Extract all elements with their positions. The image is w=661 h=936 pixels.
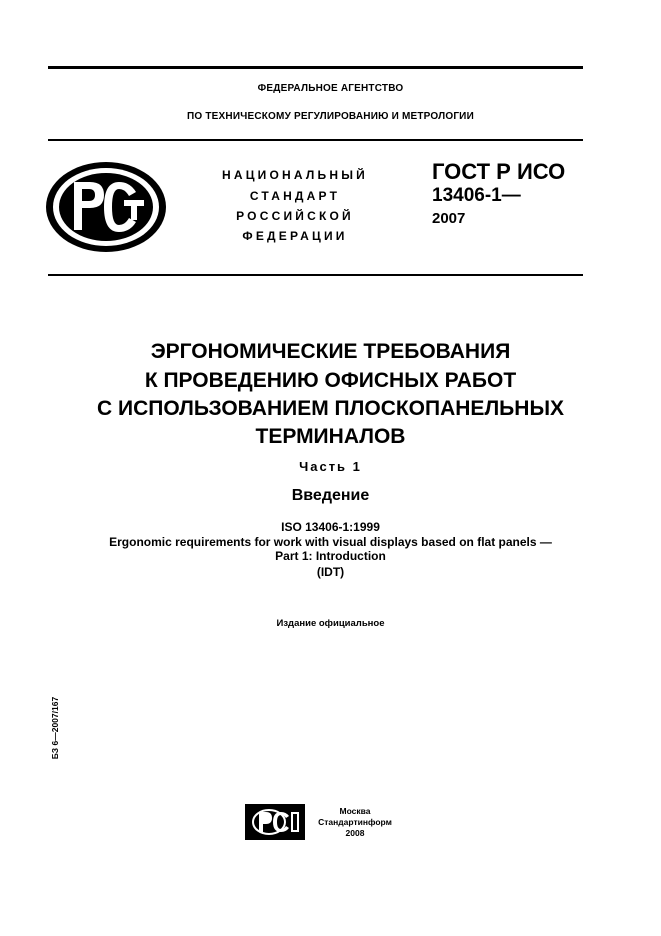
title-line-2: К ПРОВЕДЕНИЮ ОФИСНЫХ РАБОТ — [144, 369, 517, 392]
designation-line-3: 2007 — [432, 210, 466, 227]
subtitle: Введение — [291, 487, 370, 504]
iso-title-line-2: Part 1: Introduction — [275, 549, 386, 563]
standard-type-line-4: ФЕДЕРАЦИИ — [242, 229, 348, 243]
mid-rule — [48, 274, 583, 276]
title-line-3: С ИСПОЛЬЗОВАНИЕМ ПЛОСКОПАНЕЛЬНЫХ — [96, 397, 565, 420]
standard-type-line-3: РОССИЙСКОЙ — [236, 209, 354, 223]
idt-label: (IDT) — [316, 565, 345, 579]
standard-type-line-1: НАЦИОНАЛЬНЫЙ — [221, 168, 369, 182]
iso-reference: ISO 13406-1:1999 — [281, 520, 380, 534]
gost-r-logo-icon — [44, 160, 168, 254]
title-line-1: ЭРГОНОМИЧЕСКИЕ ТРЕБОВАНИЯ — [150, 340, 511, 363]
iso-title-line-1: Ergonomic requirements for work with visual displays based on flat panels — — [109, 535, 552, 549]
designation-line-1: ГОСТ Р ИСО — [432, 159, 566, 184]
standard-type-line-2: СТАНДАРТ — [249, 189, 341, 203]
publisher-name: Стандартинформ — [318, 817, 392, 827]
top-rule — [48, 66, 583, 69]
edition-label: Издание официальное — [276, 618, 385, 629]
standartinform-logo-icon — [245, 804, 305, 840]
agency-line-2: ПО ТЕХНИЧЕСКОМУ РЕГУЛИРОВАНИЮ И МЕТРОЛОГИИ — [187, 111, 474, 122]
title-line-4: ТЕРМИНАЛОВ — [255, 425, 406, 448]
side-note: БЗ 6—2007/167 — [50, 696, 60, 760]
publisher-year: 2008 — [345, 828, 365, 838]
publisher-city: Москва — [339, 806, 371, 816]
header-rule — [48, 139, 583, 141]
designation-line-2: 13406-1— — [432, 185, 521, 206]
agency-line-1: ФЕДЕРАЛЬНОЕ АГЕНТСТВО — [257, 83, 404, 94]
part-label: Часть 1 — [299, 459, 362, 474]
